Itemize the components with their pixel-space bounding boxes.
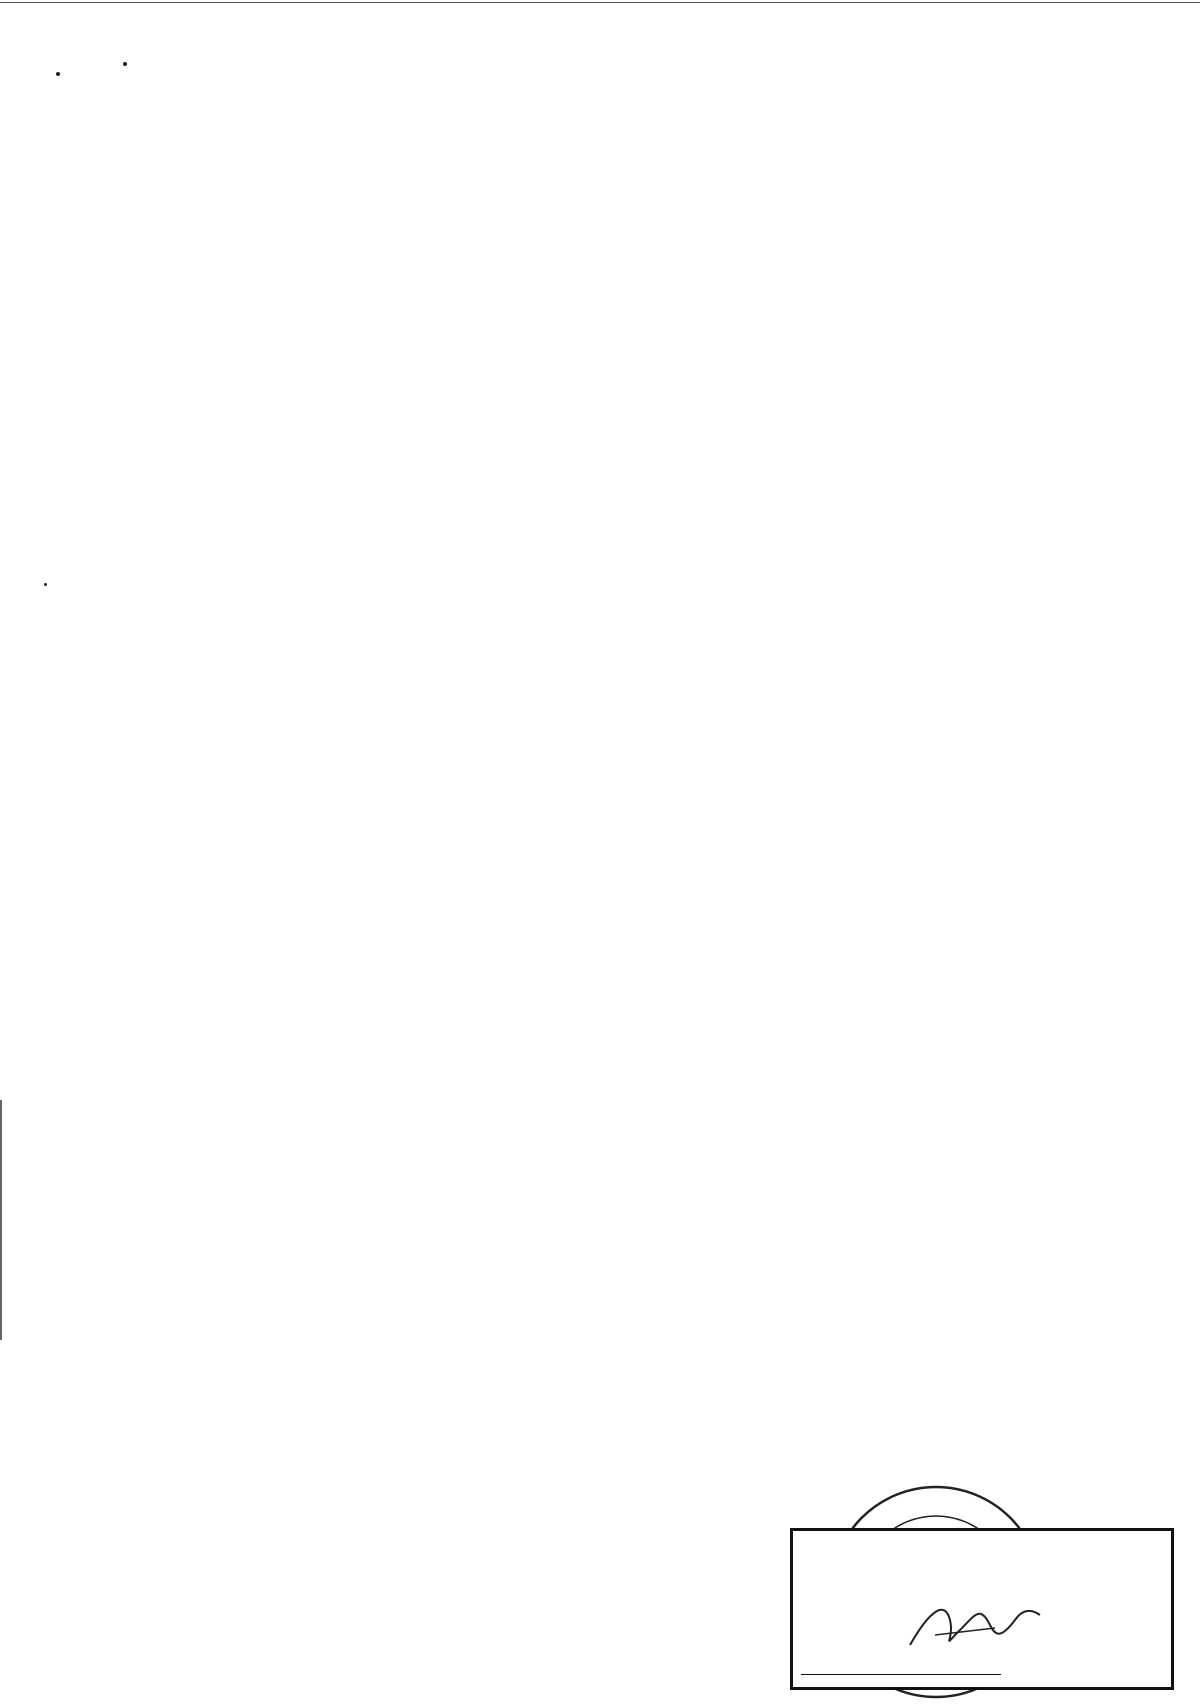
scan-speck <box>44 583 47 586</box>
scan-margin-mark <box>0 1100 2 1340</box>
scan-speck <box>56 72 60 76</box>
top-border-line <box>0 2 1200 3</box>
signature-line <box>801 1674 1001 1675</box>
certification-stamp <box>790 1528 1174 1690</box>
scan-speck <box>123 62 127 66</box>
